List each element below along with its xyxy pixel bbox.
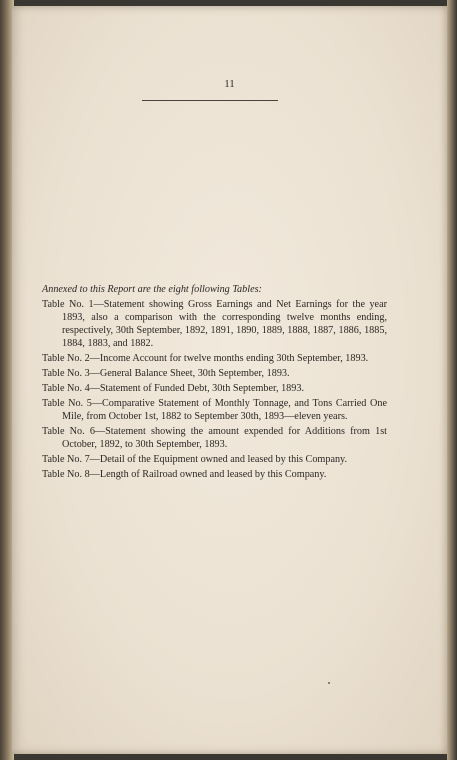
table-entry-2: Table No. 2—Income Account for twelve months ending 30th September, 1893. (42, 353, 369, 364)
table-entry-4: Table No. 4—Statement of Funded Debt, 30th September, 1893. (42, 383, 305, 394)
page-right-edge (447, 0, 457, 760)
table-entry-8: Table No. 8—Length of Railroad owned and leased by this Company. (42, 469, 327, 480)
document-page (12, 6, 447, 754)
table-entry-3: Table No. 3—General Balance Sheet, 30th September, 1893. (42, 368, 290, 379)
table-entry-6: Table No. 6—Statement showing the amount expended for Additions from 1st October, 1892, to 30th September, 1893. (42, 426, 387, 450)
header-rule (142, 100, 278, 101)
table-entry-5: Table No. 5—Comparative Statement of Monthly Tonnage, and Tons Carried One Mile, from October 1st, 1882 to September 30th, 1893—eleven years. (42, 398, 387, 422)
table-entry-1: Table No. 1—Statement showing Gross Earnings and Net Earnings for the year 1893, also a comparison with the corresponding twelve months ending, respectively, 30th September, 1892, 1891, 1890, 1889, 1888, 1887, 1886, 1885, 1884, 1883, and 1882. (42, 299, 387, 349)
intro-text: Annexed to this Report are the eight following Tables: (42, 284, 262, 295)
tables-section (42, 283, 387, 483)
page-number: 11 (224, 78, 235, 90)
paper-speck (328, 682, 330, 684)
table-entry-7: Table No. 7—Detail of the Equipment owned and leased by this Company. (42, 454, 348, 465)
